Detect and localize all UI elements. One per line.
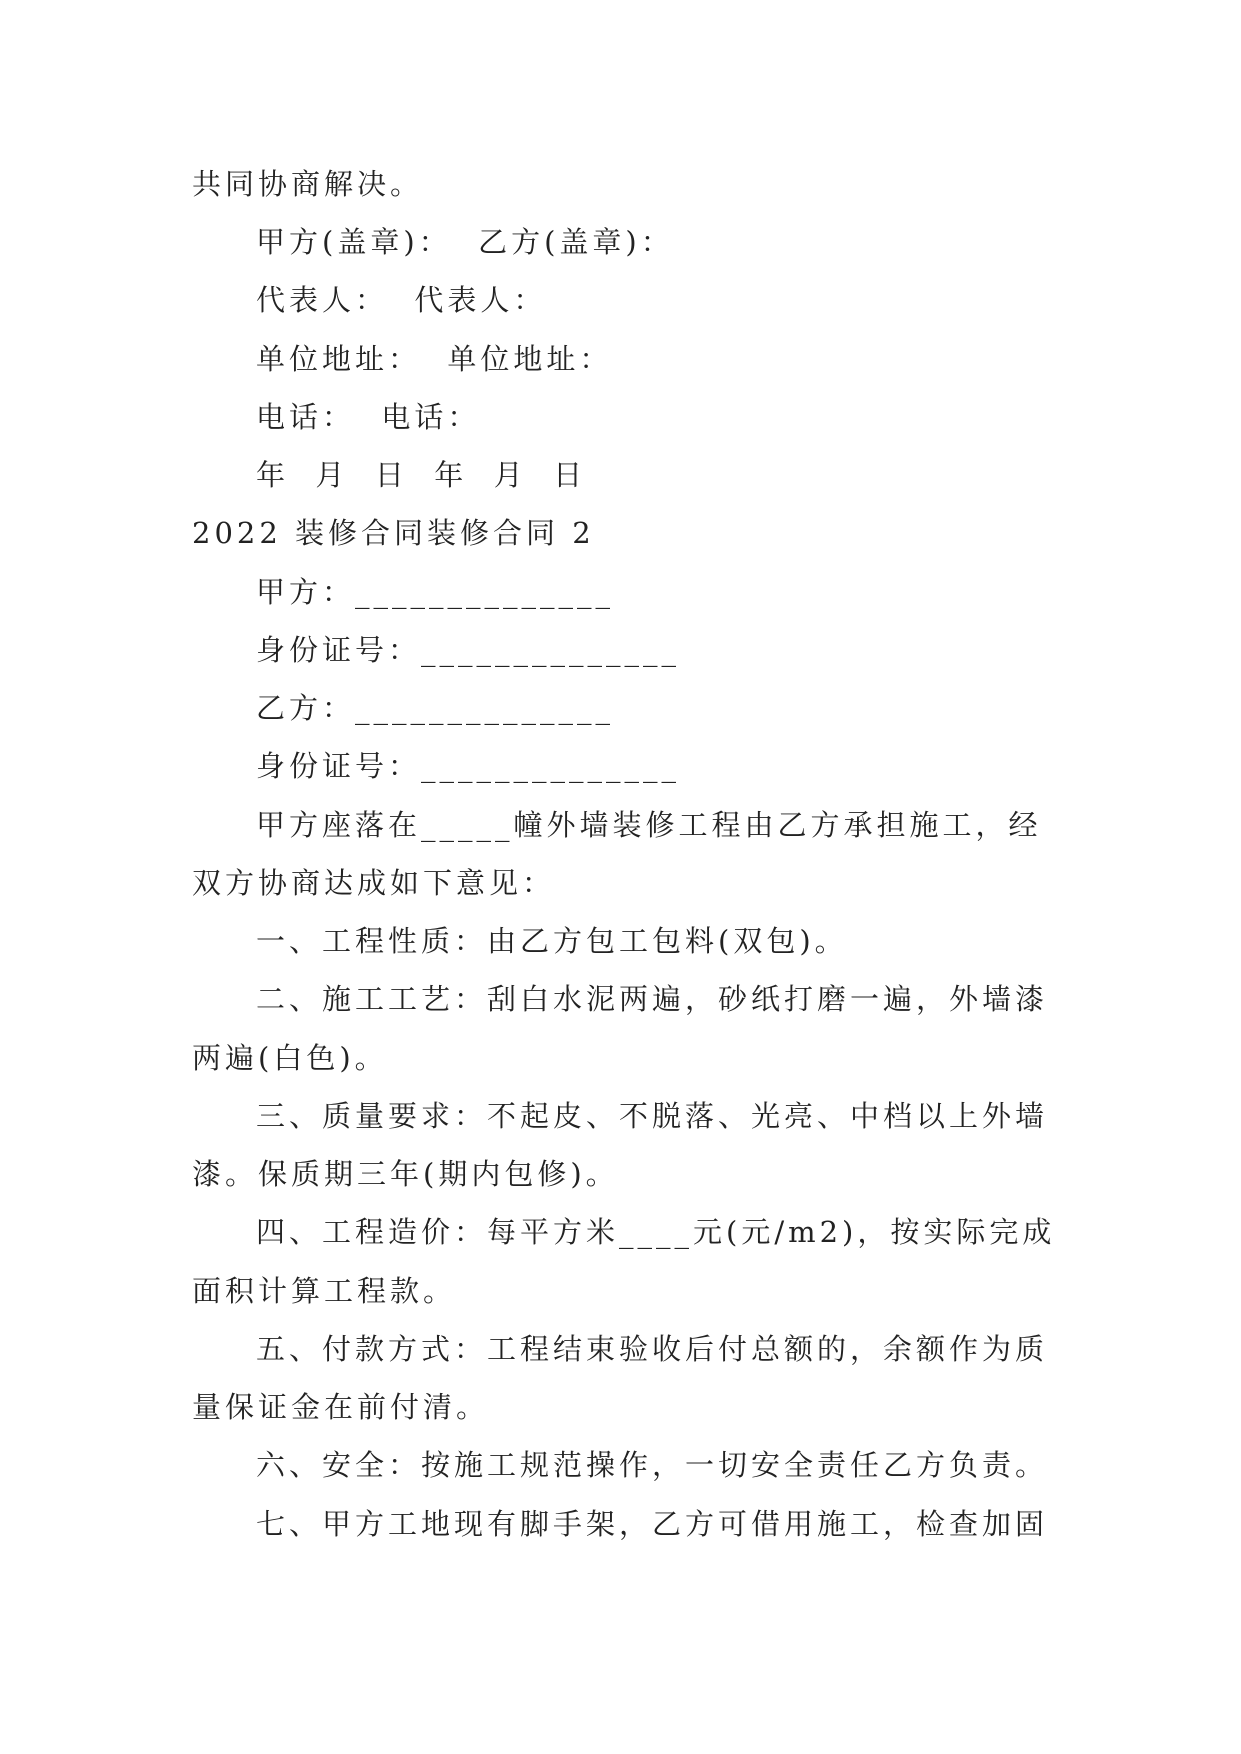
text-line: 双方协商达成如下意见： xyxy=(192,866,556,900)
text-line: 年 月 日 年 月 日 xyxy=(256,458,587,492)
text-line: 代表人： 代表人： xyxy=(256,283,547,317)
text-line: 七、甲方工地现有脚手架，乙方可借用施工，检查加固 xyxy=(256,1507,1049,1541)
text-line: 五、付款方式：工程结束验收后付总额的，余额作为质 xyxy=(256,1332,1049,1366)
text-line: 四、工程造价：每平方米____元(元/m2)，按实际完成 xyxy=(256,1215,1056,1249)
text-line: 两遍(白色)。 xyxy=(192,1041,388,1075)
section-heading: 2022 装修合同装修合同 2 xyxy=(192,516,595,550)
text-line: 身份证号：______________ xyxy=(256,633,681,667)
text-line: 一、工程性质：由乙方包工包料(双包)。 xyxy=(256,924,848,958)
text-line: 甲方：______________ xyxy=(256,575,615,609)
text-line: 甲方(盖章)： 乙方(盖章)： xyxy=(256,225,674,259)
text-line: 甲方座落在_____幢外墙装修工程由乙方承担施工，经 xyxy=(256,808,1042,842)
text-line: 乙方：______________ xyxy=(256,691,615,725)
text-line: 二、施工工艺：刮白水泥两遍，砂纸打磨一遍，外墙漆 xyxy=(256,982,1049,1016)
text-line: 电话： 电话： xyxy=(256,400,481,434)
text-line: 面积计算工程款。 xyxy=(192,1274,457,1308)
text-line: 单位地址： 单位地址： xyxy=(256,342,613,376)
text-line: 三、质量要求：不起皮、不脱落、光亮、中档以上外墙 xyxy=(256,1099,1049,1133)
text-line: 共同协商解决。 xyxy=(192,167,424,201)
text-line: 量保证金在前付清。 xyxy=(192,1390,490,1424)
text-line: 漆。保质期三年(期内包修)。 xyxy=(192,1157,619,1191)
text-line: 六、安全：按施工规范操作，一切安全责任乙方负责。 xyxy=(256,1448,1049,1482)
text-line: 身份证号：______________ xyxy=(256,749,681,783)
